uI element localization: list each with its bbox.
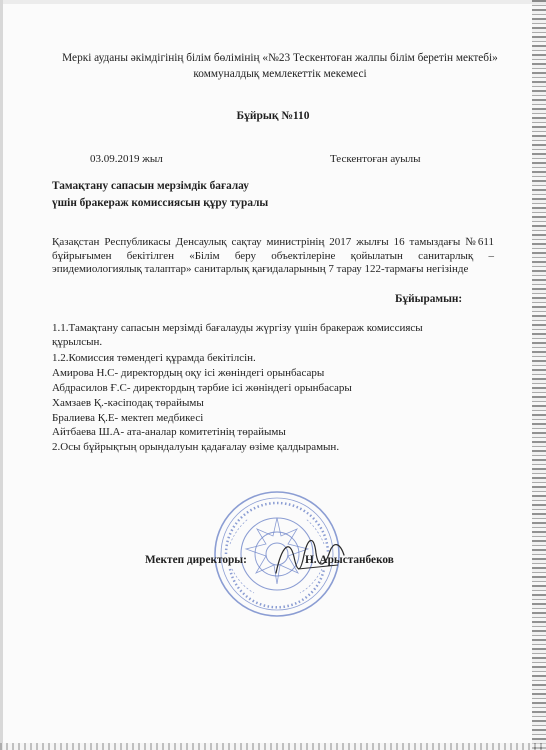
list-item: 1.2.Комиссия төмендегі құрамда бекітілсін. xyxy=(52,352,256,364)
list-item: Бралиева Қ.Е- мектеп медбикесі xyxy=(52,412,204,424)
scan-edge-bottom xyxy=(0,743,546,750)
list-item: 2.Осы бұйрықтың орындалуын қадағалау өзіме қалдырамын. xyxy=(52,441,340,453)
scan-edge-top xyxy=(0,0,546,4)
order-date: 03.09.2019 жыл xyxy=(90,153,163,165)
signature-label: Мектеп директоры: xyxy=(145,554,247,566)
order-subject-line-1: Тамақтану сапасын мерзімдік бағалау xyxy=(52,180,249,192)
signatory-name: Н. Арыстанбеков xyxy=(305,554,394,566)
list-item: құрылсын. xyxy=(52,336,103,348)
list-item: Айтбаева Ш.А- ата-аналар комитетінің төрайымы xyxy=(52,426,286,438)
order-place: Тескентоған ауылы xyxy=(330,153,421,165)
list-item: Амирова Н.С- директордың оқу ісі жөніндегі орынбасары xyxy=(52,367,325,379)
order-subject-line-2: үшін бракераж комиссиясын құру туралы xyxy=(52,197,269,209)
list-item: Абдрасилов Ғ.С- директордың тәрбие ісі жөніндегі орынбасары xyxy=(52,382,352,394)
order-title: Бұйрық №110 xyxy=(236,110,310,122)
preamble-paragraph: Қазақстан Республикасы Денсаулық сақтау министрінің 2017 жылғы 16 тамыздағы №611 бұйрығымен бекітілген «Білім беру объектілеріне қойылатын санитарлық – эпидемиологиялық талаптар» санитарлық қағидаларының 7 тарау 122-тармағы негізінде xyxy=(52,236,494,276)
order-directive-word: Бұйырамын: xyxy=(395,293,463,305)
organization-header: Меркі ауданы әкімдігінің білім бөлімінің «№23 Тескентоған жалпы білім беретін мектебі» коммуналдық мемлекеттік мекемесі xyxy=(62,52,498,80)
list-item: Хамзаев Қ.-кәсіподақ төрайымы xyxy=(52,397,204,409)
list-item: 1.1.Тамақтану сапасын мерзімді бағалауды жүргізу үшін бракераж комиссиясы xyxy=(52,322,423,334)
